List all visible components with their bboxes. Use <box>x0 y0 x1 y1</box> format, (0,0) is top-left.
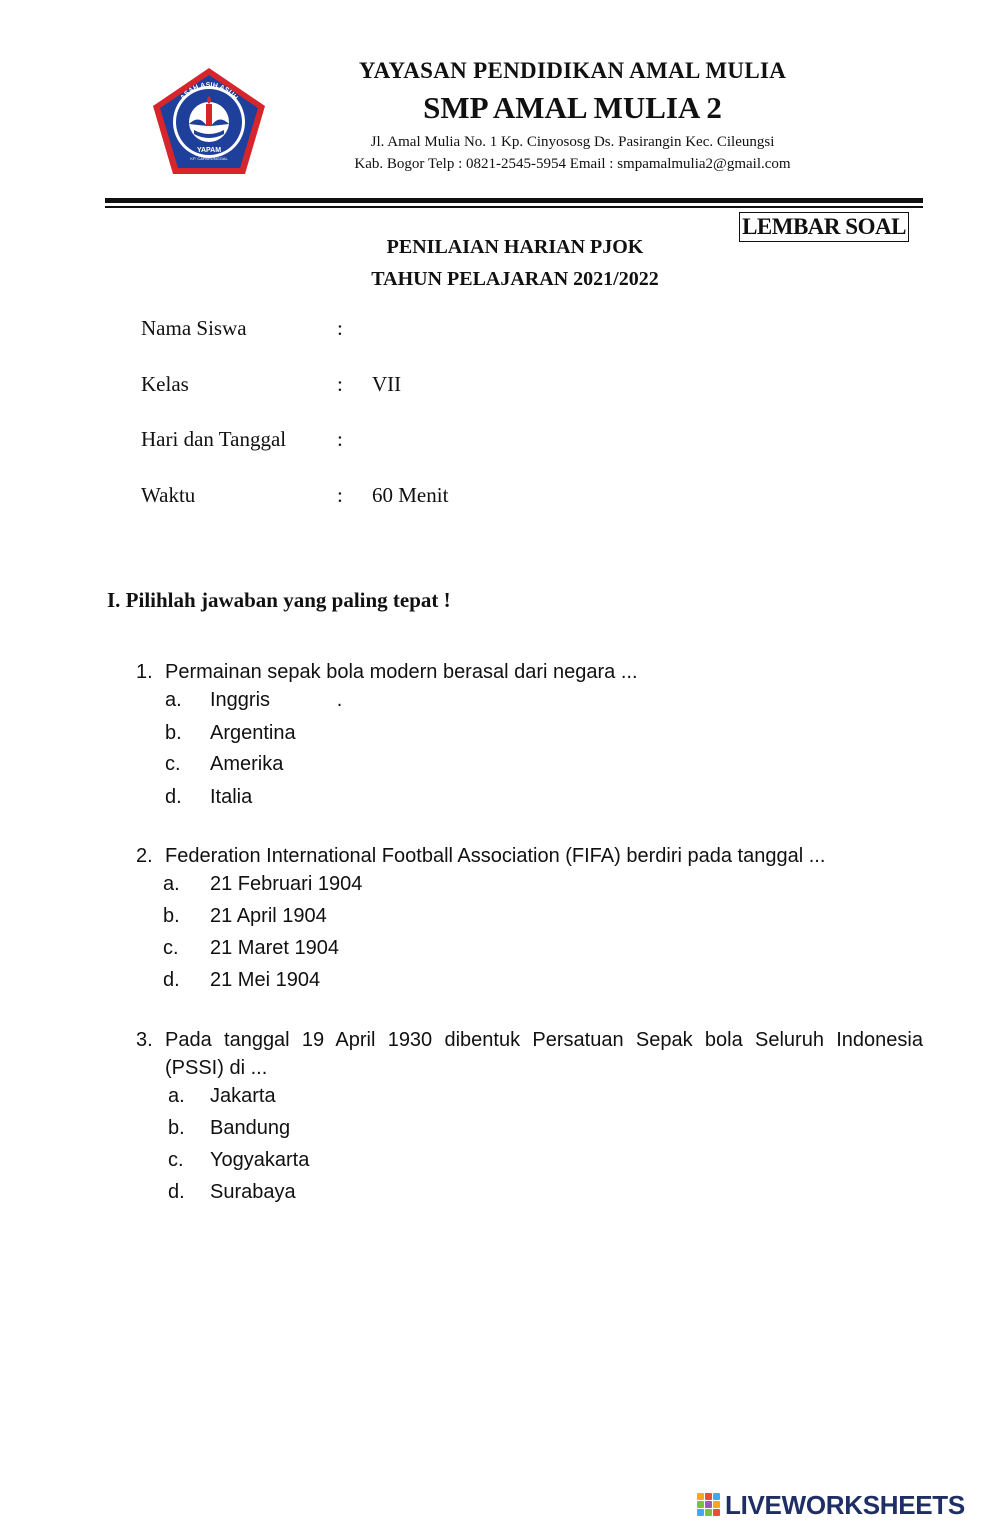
option-text[interactable]: 21 April 1904 <box>210 905 327 927</box>
class-value: VII <box>372 372 402 396</box>
info-colon: : <box>337 372 343 396</box>
watermark-text: LIVEWORKSHEETS <box>725 1490 965 1520</box>
option-text[interactable]: 21 Mei 1904 <box>210 969 321 991</box>
option-text[interactable]: Bandung <box>210 1117 291 1139</box>
time-value: 60 Menit <box>372 483 449 507</box>
question-number: 3. <box>136 1029 153 1051</box>
liveworksheets-watermark[interactable] <box>697 1490 997 1520</box>
option-letter: d. <box>168 1181 185 1203</box>
question-text-continued: (PSSI) di ... <box>165 1057 268 1079</box>
option-text[interactable]: Argentina <box>210 722 296 744</box>
option-text[interactable]: Italia <box>210 786 253 808</box>
info-row-name <box>141 316 741 346</box>
option-text[interactable]: 21 Maret 1904 <box>210 937 339 959</box>
exam-title: PENILAIAN HARIAN PJOK <box>386 236 644 258</box>
exam-year: TAHUN PELAJARAN 2021/2022 <box>371 268 659 290</box>
option-letter: d. <box>165 786 182 808</box>
option-text[interactable]: Amerika <box>210 753 284 775</box>
option-letter: c. <box>168 1149 184 1171</box>
school-name: SMP AMAL MULIA 2 <box>423 90 722 125</box>
info-row-time <box>141 483 741 513</box>
school-address: Jl. Amal Mulia No. 1 Kp. Cinyososg Ds. Pasirangin Kec. Cileungsi <box>370 134 775 150</box>
option-letter: b. <box>165 722 182 744</box>
option-letter: a. <box>165 689 182 711</box>
option-text[interactable]: 21 Februari 1904 <box>210 873 363 895</box>
option-letter: a. <box>168 1085 185 1107</box>
option-text[interactable]: Surabaya <box>210 1181 296 1203</box>
info-label: Kelas <box>141 372 189 396</box>
option-letter: d. <box>163 969 180 991</box>
question-text: Permainan sepak bola modern berasal dari negara ... <box>165 661 638 683</box>
info-colon: : <box>337 427 343 451</box>
school-contact: Kab. Bogor Telp : 0821-2545-5954 Email : smpamalmulia2@gmail.com <box>354 156 791 172</box>
question-text: Federation International Football Association (FIFA) berdiri pada tanggal ... <box>165 845 826 867</box>
school-logo <box>150 66 268 178</box>
option-text[interactable]: Yogyakarta <box>210 1149 310 1171</box>
liveworksheets-logo-icon <box>697 1493 721 1517</box>
option-letter: c. <box>163 937 179 959</box>
option-letter: b. <box>163 905 180 927</box>
logo-place: KP. CAPARUNGGAL <box>190 156 228 161</box>
info-row-date <box>141 427 741 457</box>
info-label: Waktu <box>141 483 196 507</box>
option-letter: c. <box>165 753 181 775</box>
info-label: Nama Siswa <box>141 316 247 340</box>
question-number: 1. <box>136 661 153 683</box>
info-row-class <box>141 372 741 402</box>
option-letter: b. <box>168 1117 185 1139</box>
question-number: 2. <box>136 845 153 867</box>
logo-name: YAPAM <box>196 147 222 154</box>
header-divider-thick <box>105 198 923 203</box>
header-divider-thin <box>105 206 923 208</box>
option-letter: a. <box>163 873 180 895</box>
sheet-tag: LEMBAR SOAL <box>739 212 909 242</box>
foundation-name: YAYASAN PENDIDIKAN AMAL MULIA <box>358 58 787 83</box>
logo-motto: ASAH ASIH ASUH <box>179 81 239 102</box>
option-text[interactable]: Jakarta <box>210 1085 276 1107</box>
section-title: I. Pilihlah jawaban yang paling tepat ! <box>107 588 451 612</box>
info-colon: : <box>337 483 343 507</box>
option-text[interactable]: Inggris . <box>210 689 343 711</box>
question-text: Pada tanggal 19 April 1930 dibentuk Persatuan Sepak bola Seluruh Indonesia <box>165 1029 923 1051</box>
info-label: Hari dan Tanggal <box>141 427 287 451</box>
info-colon: : <box>337 316 343 340</box>
